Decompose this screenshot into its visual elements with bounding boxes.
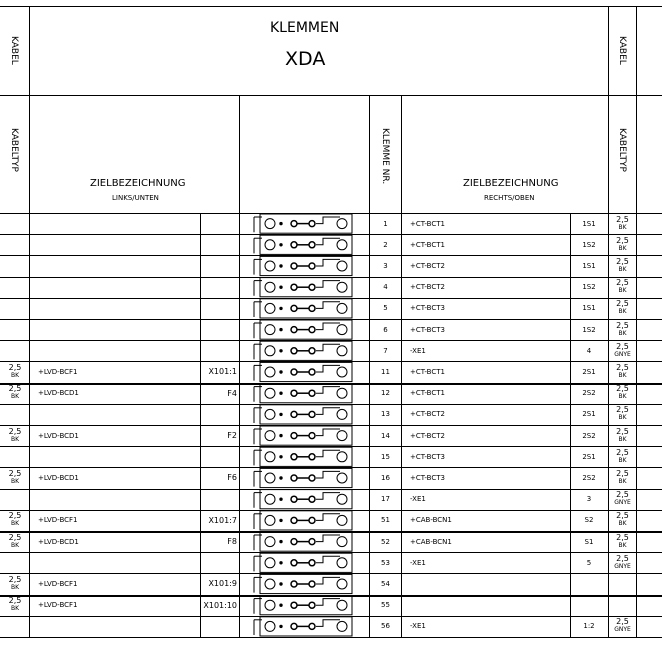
wire-color: BK [618, 265, 627, 273]
wire-size: 2,5 [8, 468, 22, 478]
right-target: +CAB-BCN1 [410, 516, 452, 525]
right-target: +CT-BCT2 [410, 410, 445, 419]
wire-size: 2,5 [616, 468, 629, 478]
wire-color: BK [618, 308, 627, 316]
right-target: +CT-BCT3 [410, 473, 445, 482]
kabel-left-label: KABEL [9, 36, 19, 65]
right-target: -XE1 [410, 622, 426, 631]
terminal-number: 1 [383, 219, 388, 228]
ziel-left-label: ZIELBEZEICHNUNG [90, 178, 186, 189]
wire-size: 2,5 [616, 278, 629, 288]
wire-size: 2,5 [8, 511, 22, 521]
wire-color: BK [618, 329, 627, 337]
wire-size: 2,5 [616, 532, 629, 542]
right-target: -XE1 [410, 558, 426, 567]
terminal-symbol [254, 362, 352, 381]
left-pin: F4 [227, 388, 237, 398]
right-target: +CT-BCT1 [410, 367, 445, 376]
left-pin: F2 [227, 431, 237, 441]
klemmen-title: KLEMMEN [270, 20, 340, 36]
right-target: +CT-BCT1 [410, 219, 445, 228]
wire-color: BK [10, 605, 20, 613]
right-target: -XE1 [410, 346, 426, 355]
left-target: +LVD-BCD1 [38, 431, 79, 440]
right-pin: S1 [584, 537, 594, 546]
wire-color: BK [618, 477, 627, 485]
terminal-number: 56 [381, 622, 390, 631]
wire-size: 2,5 [616, 511, 629, 521]
right-target: +CT-BCT1 [410, 240, 445, 249]
klemme-nr-label: KLEMME NR. [380, 128, 390, 185]
right-pin: 2S1 [582, 367, 596, 376]
wire-size: 2,5 [616, 405, 629, 415]
right-pin: 1S2 [582, 283, 596, 292]
wire-size: 2,5 [8, 596, 22, 606]
xda-title: XDA [285, 48, 326, 70]
terminal-symbol [254, 235, 352, 254]
left-pin: F8 [227, 537, 237, 547]
wire-color: BK [618, 371, 627, 379]
terminal-number: 3 [383, 261, 388, 270]
wire-color: GNYE [614, 350, 631, 358]
right-pin: 1S1 [582, 219, 596, 228]
terminal-number: 13 [381, 410, 390, 419]
wire-color: GNYE [614, 626, 631, 634]
terminal-number: 4 [383, 283, 388, 292]
wire-size: 2,5 [616, 447, 629, 457]
wire-size: 2,5 [8, 426, 22, 436]
terminal-symbol [254, 574, 352, 593]
terminal-symbol [254, 532, 352, 551]
terminal-number: 6 [383, 325, 388, 334]
wire-color: BK [618, 435, 627, 443]
terminal-symbol [254, 511, 352, 530]
wire-size: 2,5 [8, 362, 22, 372]
left-target: +LVD-BCD1 [38, 473, 79, 482]
wire-color: BK [618, 456, 627, 464]
wire-color: BK [10, 541, 20, 549]
wire-size: 2,5 [616, 426, 629, 436]
terminal-number: 14 [381, 431, 390, 440]
terminal-number: 5 [383, 304, 388, 313]
terminal-number: 52 [381, 537, 390, 546]
wire-color: BK [618, 541, 627, 549]
wire-size: 2,5 [616, 320, 629, 330]
wire-color: BK [10, 583, 20, 591]
wire-size: 2,5 [616, 490, 629, 500]
terminal-symbol [254, 256, 352, 275]
kabeltyp-left-label: KABELTYP [9, 128, 19, 172]
right-target: +CT-BCT3 [410, 452, 445, 461]
right-target: +CT-BCT2 [410, 283, 445, 292]
right-pin: 2S1 [582, 410, 596, 419]
wire-color: BK [10, 520, 20, 528]
right-pin: 2S2 [582, 473, 596, 482]
right-pin: S2 [584, 516, 594, 525]
terminal-symbol [254, 596, 352, 615]
wire-size: 2,5 [8, 384, 22, 394]
ziel-left-sub: LINKS/UNTEN [112, 194, 159, 202]
right-pin: 2S2 [582, 389, 596, 398]
wire-size: 2,5 [616, 256, 629, 266]
right-target: +CT-BCT2 [410, 431, 445, 440]
left-target: +LVD-BCF1 [38, 516, 78, 525]
left-target: +LVD-BCD1 [38, 389, 79, 398]
left-target: +LVD-BCF1 [38, 367, 78, 376]
right-target: +CT-BCT1 [410, 389, 445, 398]
right-target: +CAB-BCN1 [410, 537, 452, 546]
right-pin: 4 [586, 346, 592, 355]
right-pin: 1S1 [582, 261, 596, 270]
right-target: -XE1 [410, 495, 426, 504]
kabel-right-label: KABEL [617, 36, 627, 65]
terminal-number: 51 [381, 516, 390, 525]
left-target: +LVD-BCF1 [38, 579, 78, 588]
terminal-number: 12 [381, 389, 390, 398]
left-pin: X101:9 [208, 579, 237, 589]
wire-color: GNYE [614, 499, 631, 507]
wire-color: GNYE [614, 562, 631, 570]
left-pin: X101:7 [208, 515, 237, 525]
right-pin: 5 [586, 558, 592, 567]
terminal-symbol [254, 553, 352, 572]
terminal-symbol [254, 447, 352, 466]
wire-size: 2,5 [616, 299, 629, 309]
terminal-symbol [254, 617, 352, 636]
terminal-symbol [254, 299, 352, 318]
wire-size: 2,5 [616, 341, 629, 351]
left-pin: X101:10 [203, 600, 237, 610]
wire-size: 2,5 [616, 384, 629, 394]
wire-size: 2,5 [8, 574, 22, 584]
right-pin: 1:2 [583, 622, 595, 631]
wire-color: BK [10, 371, 20, 379]
left-target: +LVD-BCF1 [38, 601, 78, 610]
terminal-symbol [254, 468, 352, 487]
terminal-symbol [254, 405, 352, 424]
wire-size: 2,5 [616, 362, 629, 372]
right-pin: 1S2 [582, 325, 596, 334]
left-pin: F6 [227, 473, 237, 483]
right-pin: 1S1 [582, 304, 596, 313]
wire-color: BK [10, 477, 20, 485]
terminal-symbol [254, 214, 352, 233]
right-pin: 1S2 [582, 240, 596, 249]
wire-size: 2,5 [8, 532, 22, 542]
wire-color: BK [10, 393, 20, 401]
left-pin: X101:1 [208, 367, 237, 377]
terminal-number: 15 [381, 452, 390, 461]
terminal-symbol [254, 426, 352, 445]
wire-size: 2,5 [616, 235, 629, 245]
terminal-number: 11 [381, 367, 390, 376]
terminal-number: 2 [383, 240, 388, 249]
wire-color: BK [618, 414, 627, 422]
ziel-right-label: ZIELBEZEICHNUNG [463, 178, 559, 189]
right-pin: 2S1 [582, 452, 596, 461]
terminal-number: 7 [383, 346, 388, 355]
terminal-symbol [254, 278, 352, 297]
right-target: +CT-BCT3 [410, 304, 445, 313]
kabeltyp-right-label: KABELTYP [617, 128, 627, 172]
terminal-number: 16 [381, 473, 390, 482]
terminal-number: 17 [381, 495, 390, 504]
wire-color: BK [618, 520, 627, 528]
wire-color: BK [618, 244, 627, 252]
wire-size: 2,5 [616, 214, 629, 224]
terminal-number: 55 [381, 601, 390, 610]
ziel-right-sub: RECHTS/OBEN [484, 194, 535, 202]
left-target: +LVD-BCD1 [38, 537, 79, 546]
terminal-symbol [254, 320, 352, 339]
wire-color: BK [618, 393, 627, 401]
terminal-symbol [254, 490, 352, 509]
right-target: +CT-BCT3 [410, 325, 445, 334]
wire-size: 2,5 [616, 553, 629, 563]
wire-size: 2,5 [616, 617, 629, 627]
terminal-symbol [254, 384, 352, 403]
right-target: +CT-BCT2 [410, 261, 445, 270]
terminal-number: 53 [381, 558, 390, 567]
wire-color: BK [10, 435, 20, 443]
terminal-symbol [254, 341, 352, 360]
wire-color: BK [618, 287, 627, 295]
right-pin: 3 [586, 495, 592, 504]
wire-color: BK [618, 223, 627, 231]
right-pin: 2S2 [582, 431, 596, 440]
terminal-number: 54 [381, 579, 390, 588]
